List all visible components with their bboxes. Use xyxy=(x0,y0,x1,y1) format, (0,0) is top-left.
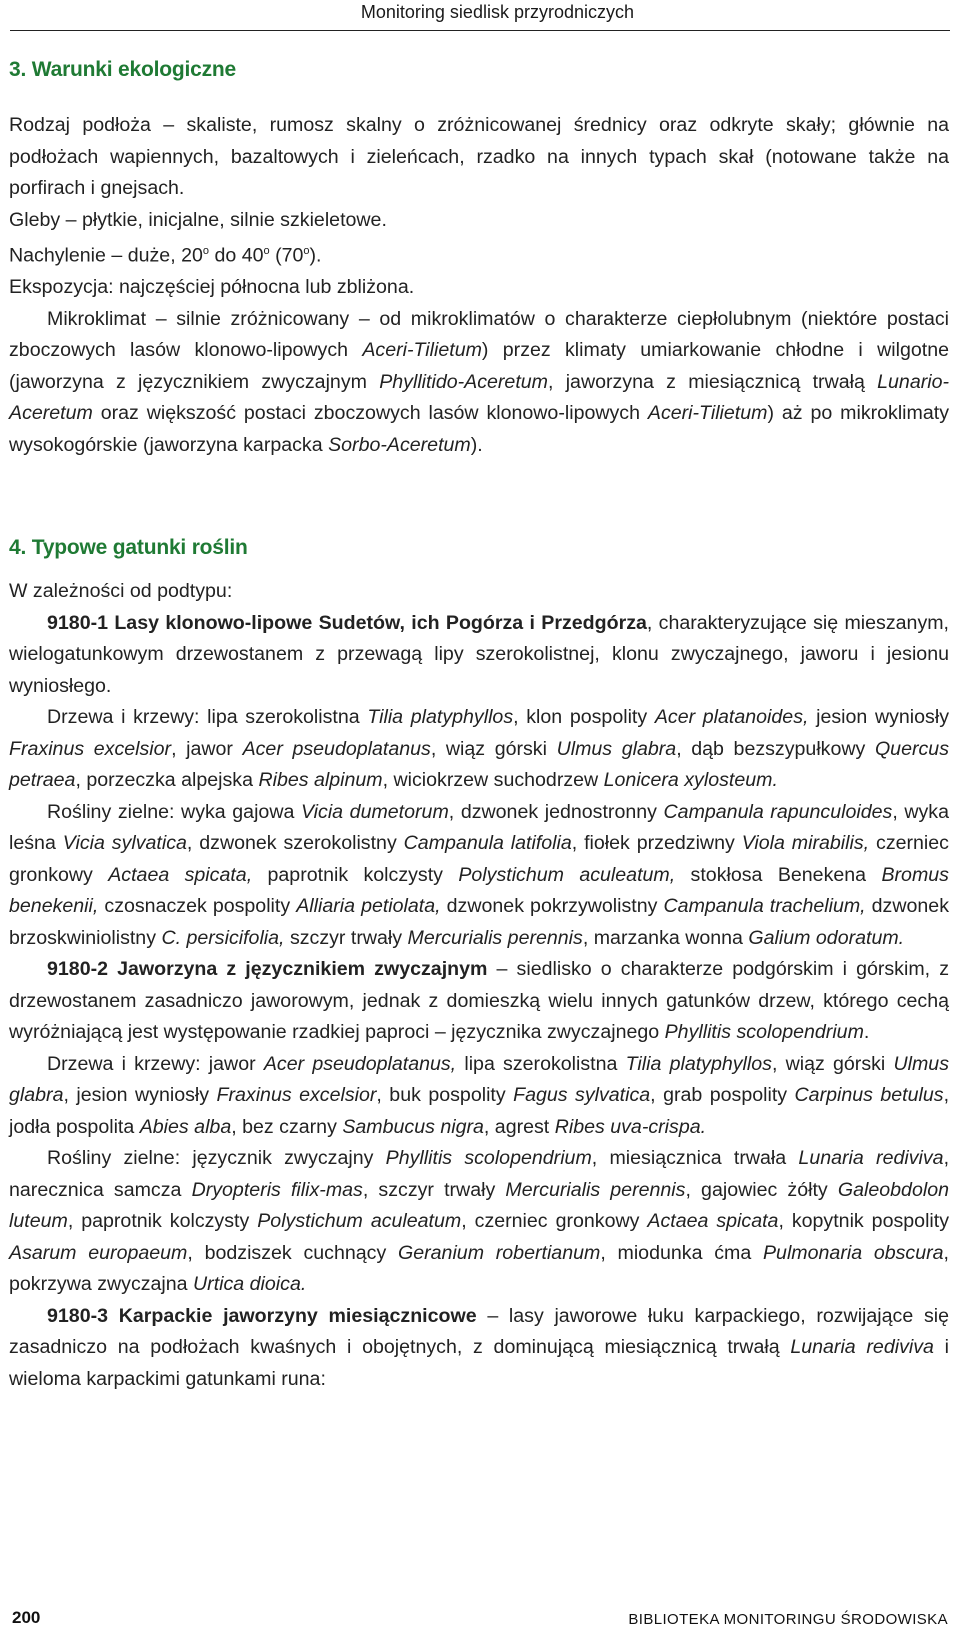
soil-paragraph: Gleby – płytkie, inicjalne, silnie szkieletowe. xyxy=(9,208,387,231)
section-4-body xyxy=(9,576,949,1395)
subtype-9180-1-paragraph: 9180-1 Lasy klonowo-lipowe Sudetów, ich Pogórza i Przedgórza, charakteryzujące się mieszanym, wielogatunkowym drzewostanem z przewagą lipy szerokolistnej, klonu zwyczajnego, jaworu i jesionu wyniosłego. xyxy=(9,611,950,697)
exposure-paragraph: Ekspozycja: najczęściej północna lub zbliżona. xyxy=(9,276,415,299)
herbs-9180-1-paragraph: Rośliny zielne: wyka gajowa Vicia dumetorum, dzwonek jednostronny Campanula rapunculoides, wyka leśna Vicia sylvatica, dzwonek szerokolistny Campanula latifolia, fiołek przedziwny Viola mirabilis, czerniec gronkowy Actaea spicata, paprotnik kolczysty Polystichum aculeatum, stokłosa Benekena Bromus benekenii, czosnaczek pospolity Alliaria petiolata, dzwonek pokrzywolistny Campanula trachelium, dzwonek brzoskwiniolistny C. persicifolia, szczyr trwały Mercurialis perennis, marzanka wonna Galium odoratum. xyxy=(9,800,949,949)
herbs-9180-2-paragraph: Rośliny zielne: języcznik zwyczajny Phyllitis scolopendrium, miesiącznica trwała Lunaria rediviva, narecznica samcza Dryopteris filix-mas, szczyr trwały Mercurialis perennis, gajowiec żółty Galeobdolon luteum, paprotnik kolczysty Polystichum aculeatum, czerniec gronkowy Actaea spicata, kopytnik pospolity Asarum europaeum, bodziszek cuchnący Geranium robertianum, miodunka ćma Pulmonaria obscura, pokrzywa zwyczajna Urtica dioica. xyxy=(9,1147,950,1295)
subtype-intro: W zależności od podtypu: xyxy=(9,580,233,602)
section-4-heading: 4. Typowe gatunki roślin xyxy=(9,536,248,559)
series-title: BIBLIOTEKA MONITORINGU ŚRODOWISKA xyxy=(628,1611,948,1628)
page-header xyxy=(0,0,960,40)
trees-9180-1-paragraph: Drzewa i krzewy: lipa szerokolistna Tilia platyphyllos, klon pospolity Acer platanoides, jesion wyniosły Fraxinus excelsior, jawor Acer pseudoplatanus, wiąz górski Ulmus glabra, dąb bezszypułkowy Quercus petraea, porzeczka alpejska Ribes alpinum, wiciokrzew suchodrzew Lonicera xylosteum. xyxy=(9,706,950,791)
trees-9180-2-paragraph: Drzewa i krzewy: jawor Acer pseudoplatanus, lipa szerokolistna Tilia platyphyllos, wiąz górski Ulmus glabra, jesion wyniosły Fraxinus excelsior, buk pospolity Fagus sylvatica, grab pospolity Carpinus betulus, jodła pospolita Abies alba, bez czarny Sambucus nigra, agrest Ribes uva-crispa. xyxy=(9,1052,950,1138)
section-3-heading: 3. Warunki ekologiczne xyxy=(9,58,237,81)
microclimate-paragraph: Mikroklimat – silnie zróżnicowany – od mikroklimatów o charakterze ciepłolubnym (niektóre postaci zboczowych lasów klonowo-lipowych Aceri-Tilietum) przez klimaty umiarkowanie chłodne i wilgotne (jaworzyna z języcznikiem zwyczajnym Phyllitido-Aceretum, jaworzyna z miesiącznicą trwałą Lunario-Aceretum oraz większość postaci zboczowych lasów klonowo-lipowych Aceri-Tilietum) aż po mikroklimaty wysokogórskie (jaworzyna karpacka Sorbo-Aceretum). xyxy=(9,307,950,456)
page-number: 200 xyxy=(12,1608,41,1627)
substrate-paragraph: Rodzaj podłoża – skaliste, rumosz skalny o zróżnicowanej średnicy oraz odkryte skały; głównie na podłożach wapiennych, bazaltowych i zieleńcach, rzadko na innych typach skał (notowane także na porfirach i gnejsach. xyxy=(9,114,949,199)
subtype-9180-3-paragraph: 9180-3 Karpackie jaworzyny miesiącznicowe – lasy jaworowe łuku karpackiego, rozwijające się zasadniczo na podłożach kwaśnych i obojętnych, z dominującą miesiącznicą trwałą Lunaria rediviva i wieloma karpackimi gatunkami runa: xyxy=(9,1304,950,1390)
subtype-9180-2-paragraph: 9180-2 Jaworzyna z języcznikiem zwyczajnym – siedlisko o charakterze podgórskim i górskim, z drzewostanem zasadniczo jaworowym, jednak z domieszką wielu innych gatunków drzew, którego cechą wyróżniającą jest występowanie rzadkiej paproci – języcznika zwyczajnego Phyllitis scolopendrium. xyxy=(9,958,949,1043)
header-divider xyxy=(10,30,950,31)
running-header-title: Monitoring siedlisk przyrodniczych xyxy=(360,2,634,22)
slope-paragraph: Nachylenie – duże, 20$^o$ do 40$^o$ (70$^o$). xyxy=(9,244,322,267)
section-3-body xyxy=(9,110,949,461)
